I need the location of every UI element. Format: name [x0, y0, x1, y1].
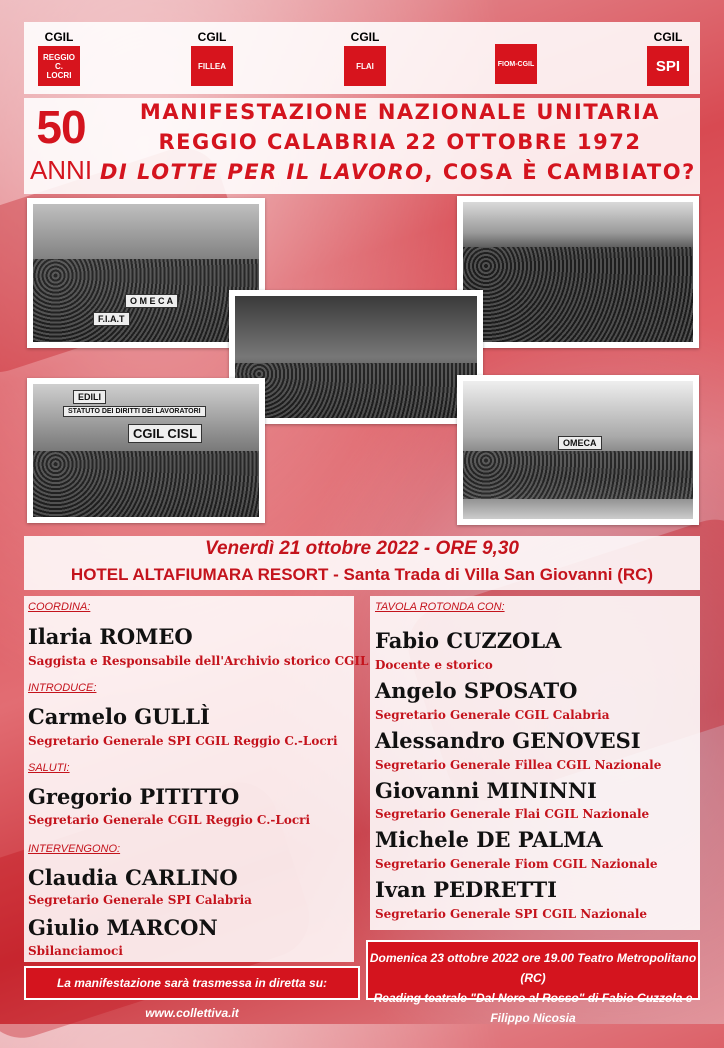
- speaker-role: Segretario Generale Fillea CGIL Nazionale: [375, 758, 662, 772]
- coordina-role: Saggista e Responsabile dell'Archivio storico CGIL: [28, 654, 369, 668]
- logo-cgil-reggio: CGIL REGGIO C. LOCRI: [36, 30, 82, 88]
- anniversary-number: 50: [36, 101, 86, 153]
- speaker-role: Segretario Generale CGIL Calabria: [375, 708, 610, 722]
- photo-sign: F.I.A.T: [93, 312, 130, 326]
- speaker-role: Segretario Generale SPI CGIL Nazionale: [375, 907, 648, 921]
- introduce-name: Carmelo GULLÌ: [28, 704, 210, 729]
- photo-fists-raised: [229, 290, 483, 424]
- logo-fiom-mark: FIOM-CGIL: [495, 44, 537, 84]
- introduce-role: Segretario Generale SPI CGIL Reggio C.-Locri: [28, 734, 338, 748]
- intervengono-role-1: Segretario Generale SPI Calabria: [28, 893, 252, 907]
- anniversary-label: ANNI: [29, 155, 93, 185]
- intervengono-role-2: Sbilanciamoci: [28, 944, 123, 958]
- photo-banners-statuto: [27, 378, 265, 523]
- speaker-name: Ivan PEDRETTI: [375, 877, 558, 902]
- speaker-role: Segretario Generale Fiom CGIL Nazionale: [375, 857, 658, 871]
- left-column-panel: [24, 596, 354, 962]
- speaker-role: Segretario Generale Flai CGIL Nazionale: [375, 807, 650, 821]
- title-line-1: MANIFESTAZIONE NAZIONALE UNITARIA: [139, 100, 661, 124]
- coordina-name: Ilaria ROMEO: [28, 624, 193, 649]
- logo-cgil-reggio-mark: REGGIO C. LOCRI: [38, 46, 80, 86]
- speaker-name: Giovanni MININNI: [375, 778, 597, 803]
- event-venue: HOTEL ALTAFIUMARA RESORT - Santa Trada di Villa San Giovanni (RC): [70, 565, 654, 584]
- photo-sign: O M E C A: [125, 294, 178, 308]
- tavola-rotonda-label: TAVOLA ROTONDA CON:: [375, 601, 505, 613]
- speaker-name: Fabio CUZZOLA: [375, 628, 562, 653]
- saluti-name: Gregorio PITITTO: [28, 784, 240, 809]
- speaker-role: Docente e storico: [375, 658, 493, 672]
- saluti-role: Segretario Generale CGIL Reggio C.-Locri: [28, 813, 311, 827]
- event-date: Venerdì 21 ottobre 2022 - ORE 9,30: [205, 538, 519, 559]
- logo-flai: CGIL FLAI: [342, 30, 388, 88]
- title-line-3: [100, 160, 700, 184]
- coordina-label: COORDINA:: [28, 601, 91, 613]
- logo-fillea: CGIL FILLEA: [189, 30, 235, 88]
- saluti-label: SALUTI:: [28, 762, 70, 774]
- logo-spi-mark: SPI: [647, 46, 689, 86]
- photo-aerial-crowd: [457, 196, 699, 348]
- intervengono-name-2: Giulio MARCON: [28, 915, 218, 940]
- logo-flai-mark: FLAI: [344, 46, 386, 86]
- logo-spi: CGIL SPI: [645, 30, 691, 88]
- theatre-banner-line-2: Reading teatrale "Dal Nero al Rosso" di Fabio Cuzzola e Filippo Nicosia: [373, 991, 693, 1025]
- intervengono-label: INTERVENGONO:: [28, 843, 121, 855]
- title-line-2: REGGIO CALABRIA 22 OTTOBRE 1972: [158, 130, 642, 154]
- title-line-3-rest: , COSA È CAMBIATO?: [424, 160, 696, 184]
- photo-sign: EDILI: [73, 390, 106, 404]
- speaker-name: Alessandro GENOVESI: [375, 728, 641, 753]
- logo-fillea-mark: FILLEA: [191, 46, 233, 86]
- photo-street-march: [457, 375, 699, 525]
- broadcast-banner: La manifestazione sarà trasmessa in diretta su: www.collettiva.it: [24, 966, 360, 1000]
- theatre-banner-line-1: Domenica 23 ottobre 2022 ore 19.00 Teatro Metropolitano (RC): [369, 951, 697, 985]
- introduce-label: INTRODUCE:: [28, 682, 97, 694]
- speaker-name: Michele DE PALMA: [375, 827, 603, 852]
- logo-fiom: [493, 30, 539, 88]
- title-line-3-italic: DI LOTTE PER IL LAVORO: [100, 160, 425, 184]
- theatre-banner: [366, 940, 700, 1025]
- speaker-name: Angelo SPOSATO: [375, 678, 578, 703]
- photo-sign: CGIL CISL: [128, 424, 202, 443]
- photo-sign: OMECA: [558, 436, 602, 450]
- intervengono-name-1: Claudia CARLINO: [28, 865, 238, 890]
- photo-sign: STATUTO DEI DIRITTI DEI LAVORATORI: [63, 406, 206, 417]
